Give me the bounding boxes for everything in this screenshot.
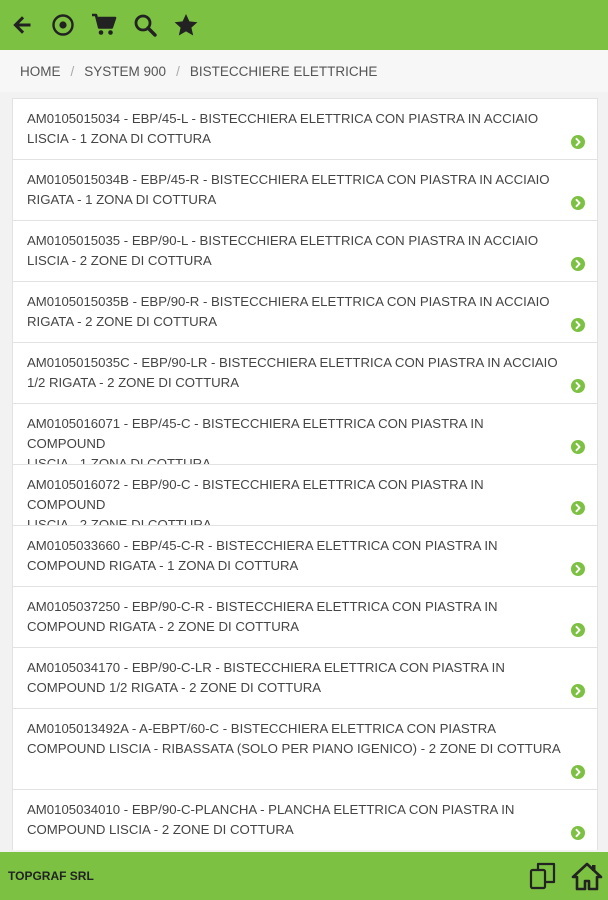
- product-list-item[interactable]: [12, 220, 598, 282]
- breadcrumb-separator: /: [176, 63, 180, 79]
- product-list: [12, 98, 598, 850]
- chevron-right-circle-icon: [571, 501, 585, 515]
- product-title-line2: 1/2 RIGATA - 2 ZONE DI COTTURA: [27, 375, 240, 390]
- chevron-right-circle-icon: [571, 196, 585, 210]
- breadcrumb-current: BISTECCHIERE ELETTRICHE: [189, 63, 378, 79]
- product-list-item[interactable]: [12, 586, 598, 648]
- product-title-line1: AM0105015035B - EBP/90-R - BISTECCHIERA ELETTRICA CON PIASTRA IN ACCIAIO: [27, 294, 550, 309]
- product-title-line1: AM0105015035 - EBP/90-L - BISTECCHIERA ELETTRICA CON PIASTRA IN ACCIAIO: [27, 233, 539, 248]
- chevron-right-circle-icon: [571, 379, 585, 393]
- chevron-right-circle-icon: [571, 826, 585, 840]
- product-title-line2: RIGATA - 2 ZONE DI COTTURA: [27, 314, 218, 329]
- chevron-right-circle-icon: [571, 257, 585, 271]
- chevron-right-circle-icon: [571, 623, 585, 637]
- product-title-line1: AM0105034170 - EBP/90-C-LR - BISTECCHIERA ELETTRICA CON PIASTRA IN: [27, 660, 505, 675]
- product-title-line2: COMPOUND 1/2 RIGATA - 2 ZONE DI COTTURA: [27, 680, 322, 695]
- product-title-line2: LISCIA - 2 ZONE DI COTTURA: [27, 253, 212, 268]
- chevron-right-circle-icon: [571, 562, 585, 576]
- breadcrumb: [0, 50, 608, 92]
- chevron-right-circle-icon: [571, 440, 585, 454]
- product-list-item[interactable]: [12, 403, 598, 465]
- breadcrumb-home[interactable]: HOME: [20, 63, 61, 79]
- chevron-right-circle-icon: [571, 135, 585, 149]
- star-icon[interactable]: [172, 11, 200, 39]
- product-title-line1: AM0105015034 - EBP/45-L - BISTECCHIERA ELETTRICA CON PIASTRA IN ACCIAIO: [27, 111, 539, 126]
- copy-pages-icon[interactable]: [526, 859, 560, 893]
- product-list-item[interactable]: [12, 464, 598, 526]
- back-arrow-icon[interactable]: [8, 11, 36, 39]
- top-toolbar: [0, 0, 608, 50]
- product-title-line1: AM0105015034B - EBP/45-R - BISTECCHIERA ELETTRICA CON PIASTRA IN ACCIAIO: [27, 172, 550, 187]
- product-title-line2: COMPOUND LISCIA - RIBASSATA (SOLO PER PIANO IGENICO) - 2 ZONE DI COTTURA: [27, 741, 561, 756]
- product-title-line1: AM0105015035C - EBP/90-LR - BISTECCHIERA ELETTRICA CON PIASTRA IN ACCIAIO: [27, 355, 558, 370]
- product-list-item[interactable]: [12, 98, 598, 160]
- footer-bar: [0, 852, 608, 900]
- product-list-item[interactable]: [12, 647, 598, 709]
- product-title-line1: AM0105016072 - EBP/90-C - BISTECCHIERA ELETTRICA CON PIASTRA IN COMPOUND: [27, 477, 484, 512]
- product-title-line2: COMPOUND RIGATA - 1 ZONA DI COTTURA: [27, 558, 299, 573]
- product-title-line2: COMPOUND LISCIA - 2 ZONE DI COTTURA: [27, 822, 294, 837]
- chevron-right-circle-icon: [571, 318, 585, 332]
- cart-icon[interactable]: [90, 11, 118, 39]
- product-list-item[interactable]: [12, 342, 598, 404]
- product-title-line1: AM0105016071 - EBP/45-C - BISTECCHIERA ELETTRICA CON PIASTRA IN COMPOUND: [27, 416, 484, 451]
- product-title-line1: AM0105034010 - EBP/90-C-PLANCHA - PLANCHA ELETTRICA CON PIASTRA IN: [27, 802, 515, 817]
- search-icon[interactable]: [131, 11, 159, 39]
- product-title-line2: COMPOUND RIGATA - 2 ZONE DI COTTURA: [27, 619, 300, 634]
- product-title-line2: LISCIA - 1 ZONA DI COTTURA: [27, 131, 211, 146]
- product-list-item[interactable]: [12, 708, 598, 790]
- product-list-item[interactable]: [12, 281, 598, 343]
- breadcrumb-system-900[interactable]: SYSTEM 900: [84, 63, 167, 79]
- chevron-right-circle-icon: [571, 765, 585, 779]
- home-icon[interactable]: [570, 859, 604, 893]
- product-title-line1: AM0105033660 - EBP/45-C-R - BISTECCHIERA ELETTRICA CON PIASTRA IN: [27, 538, 498, 553]
- product-title-line1: AM0105013492A - A-EBPT/60-C - BISTECCHIERA ELETTRICA CON PIASTRA: [27, 721, 497, 736]
- product-title-line2: RIGATA - 1 ZONA DI COTTURA: [27, 192, 217, 207]
- chevron-right-circle-icon: [571, 684, 585, 698]
- target-icon[interactable]: [49, 11, 77, 39]
- product-list-item[interactable]: [12, 789, 598, 850]
- breadcrumb-separator: /: [70, 63, 75, 79]
- product-list-item[interactable]: [12, 525, 598, 587]
- footer-brand: TOPGRAF SRL: [8, 869, 94, 883]
- product-title-line1: AM0105037250 - EBP/90-C-R - BISTECCHIERA ELETTRICA CON PIASTRA IN: [27, 599, 498, 614]
- product-list-item[interactable]: [12, 159, 598, 221]
